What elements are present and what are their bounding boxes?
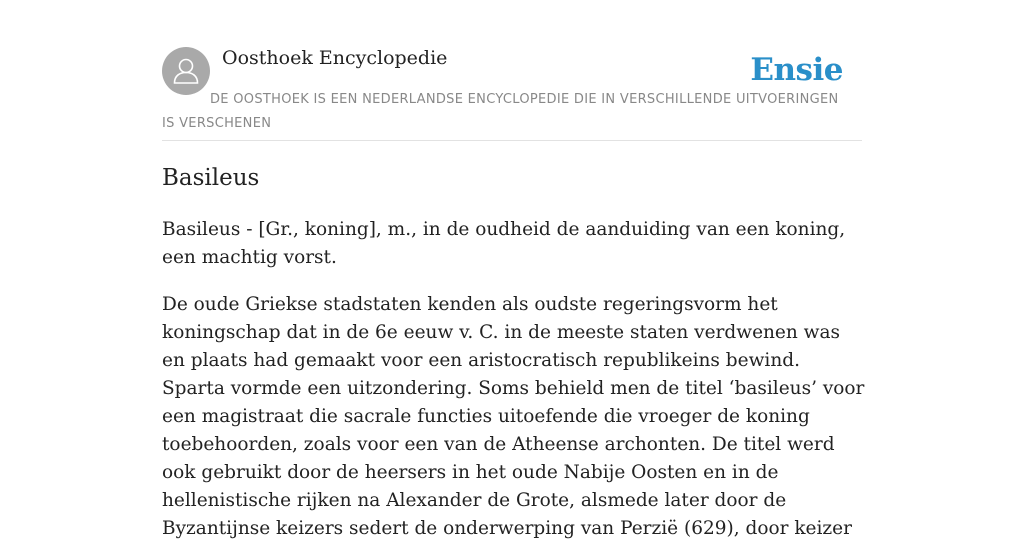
source-header xyxy=(162,46,862,141)
article-paragraph: De oude Griekse stadstaten kenden als oudste regeringsvorm het koningschap dat in de 6e eeuw v. C. in de meeste staten verdwenen was en plaats had gemaakt voor een aristocratisch republikeins bewind. Sparta vormde een uitzondering. Soms behield men de titel ‘basileus’ voor een magistraat die sacrale functies uitoefende die vroeger de koning toebehoorden, zoals voor een van de Atheense archonten. De titel werd ook gebruikt door de heersers in het oude Nabije Oosten en in de hellenistische rijken na Alexander de Grote, alsmede later door de Byzantijnse keizers sedert de onderwerping van Perzië (629), door keizer xyxy=(162,294,865,539)
brand-logo[interactable]: Ensie xyxy=(750,52,843,88)
source-tagline: DE OOSTHOEK IS EEN NEDERLANDSE ENCYCLOPEDIE DIE IN VERSCHILLENDE UITVOERINGEN IS VERSCHENEN xyxy=(162,92,839,131)
article-paragraph: Basileus - [Gr., koning], m., in de oudheid de aanduiding van een koning, een machtig vorst. xyxy=(162,219,846,268)
article-title: Basileus xyxy=(162,165,260,191)
article xyxy=(162,160,866,543)
source-title[interactable]: Oosthoek Encyclopedie xyxy=(222,47,448,69)
